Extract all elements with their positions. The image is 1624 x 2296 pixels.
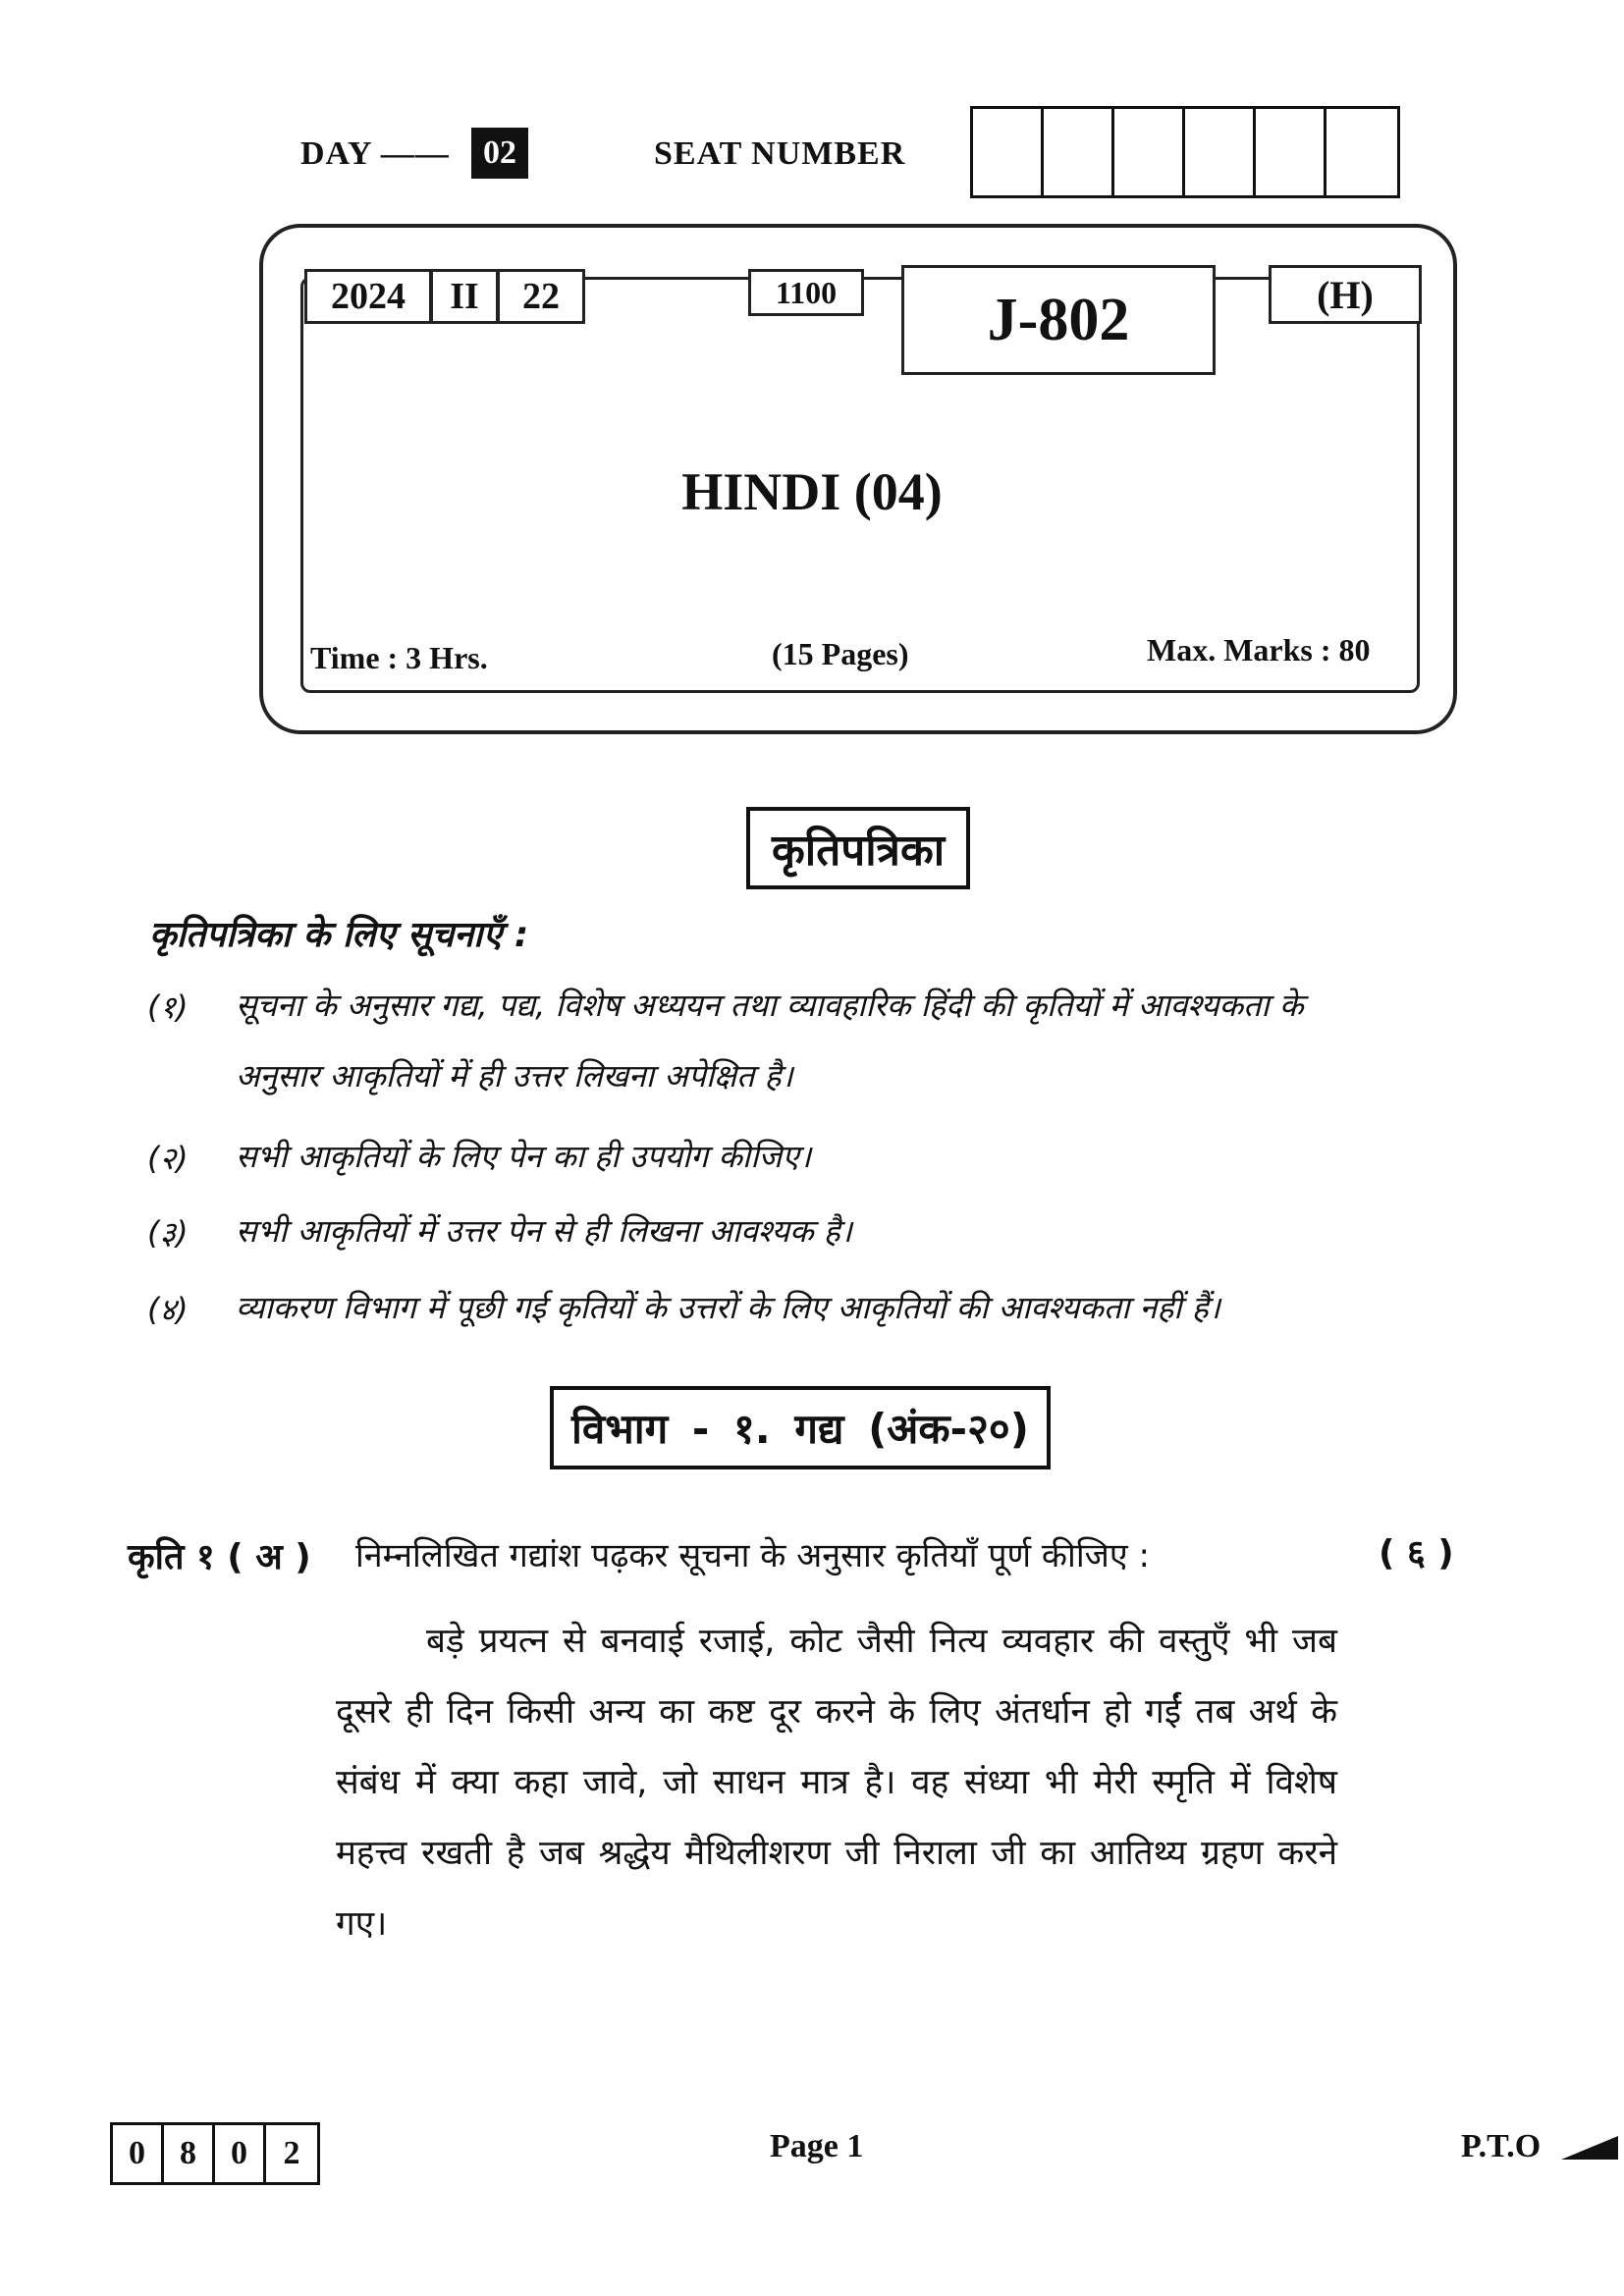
seat-number-boxes[interactable] [970,106,1400,198]
pto-arrow-icon [1561,2136,1618,2160]
seat-number-cell[interactable] [1185,109,1256,195]
exam-month: II [430,269,499,324]
seat-number-cell[interactable] [1044,109,1114,195]
passage-text: बड़े प्रयत्न से बनवाई रजाई, कोट जैसी नित्य व्यवहार की वस्तुएँ भी जब दूसरे ही दिन किसी अन्य का कष्ट दूर करने के लिए अंतर्धान हो गईं तब अर्थ के संबंध में क्या कहा जावे, जो साधन मात्र है। वह संध्या भी मेरी स्मृति में विशेष महत्त्व रखती है जब श्रद्धेय मैथिलीशरण जी निराला जी का आतिथ्य ग्रहण करने गए। [336,1622,1337,1944]
section-title: विभाग - १. गद्य (अंक-२०) [550,1386,1051,1469]
language-code: (H) [1269,265,1422,324]
day-value: 02 [471,128,528,179]
seat-number-cell[interactable] [1326,109,1397,195]
paper-code: J-802 [901,265,1216,375]
instruction-item [147,1137,1394,1196]
exam-time: Time : 3 Hrs. [310,640,488,675]
instruction-text: सभी आकृतियों में उत्तर पेन से ही लिखना आवश्यक है। [236,1212,852,1250]
footer-code-digit: 0 [113,2125,164,2182]
seat-number-cell[interactable] [973,109,1044,195]
exam-year: 2024 [304,269,432,324]
max-marks: Max. Marks : 80 [1147,632,1371,667]
day-label: DAY —— [300,135,450,172]
instruction-text: सभी आकृतियों के लिए पेन का ही उपयोग कीजिए। [236,1138,812,1175]
question-marks: ( ६ ) [1379,1533,1454,1574]
question-text: निम्नलिखित गद्यांश पढ़कर सूचना के अनुसार कृतियाँ पूर्ण कीजिए : [355,1536,1150,1575]
footer-code-digit: 8 [164,2125,215,2182]
exam-day: 22 [497,269,585,324]
subject-title: HINDI (04) [681,462,943,521]
instruction-item [147,978,1394,1125]
instruction-text: सूचना के अनुसार गद्य, पद्य, विशेष अध्ययन तथा व्यावहारिक हिंदी की कृतियों में आवश्यकता के अनुसार आकृतियों में ही उत्तर लिखना अपेक्षित है। [236,987,1304,1095]
page-number: Page 1 [770,2128,864,2164]
question-label: कृति १ ( अ ) [128,1537,311,1577]
seat-number-label: SEAT NUMBER [654,135,906,172]
instruction-item [147,1211,1394,1270]
instruction-number: (३) [147,1214,189,1252]
seat-number-cell[interactable] [1256,109,1326,195]
kritipatrika-title: कृतिपत्रिका [746,807,970,889]
footer-code-digit: 2 [283,2135,300,2171]
exam-number: 1100 [748,269,864,316]
pto-label: P.T.O [1461,2128,1542,2164]
page-count: (15 Pages) [772,636,909,671]
instructions-heading: कृतिपत्रिका के लिए सूचनाएँ : [149,915,529,955]
footer-code-boxes [110,2122,320,2185]
instruction-item [147,1288,1394,1347]
footer-code-digit: 0 [215,2125,266,2182]
instruction-number: (१) [147,988,189,1026]
instruction-number: (२) [147,1140,189,1177]
instruction-text: व्याकरण विभाग में पूछी गई कृतियों के उत्तरों के लिए आकृतियों की आवश्यकता नहीं हैं। [236,1289,1220,1326]
instruction-number: (४) [147,1291,189,1328]
seat-number-cell[interactable] [1114,109,1185,195]
